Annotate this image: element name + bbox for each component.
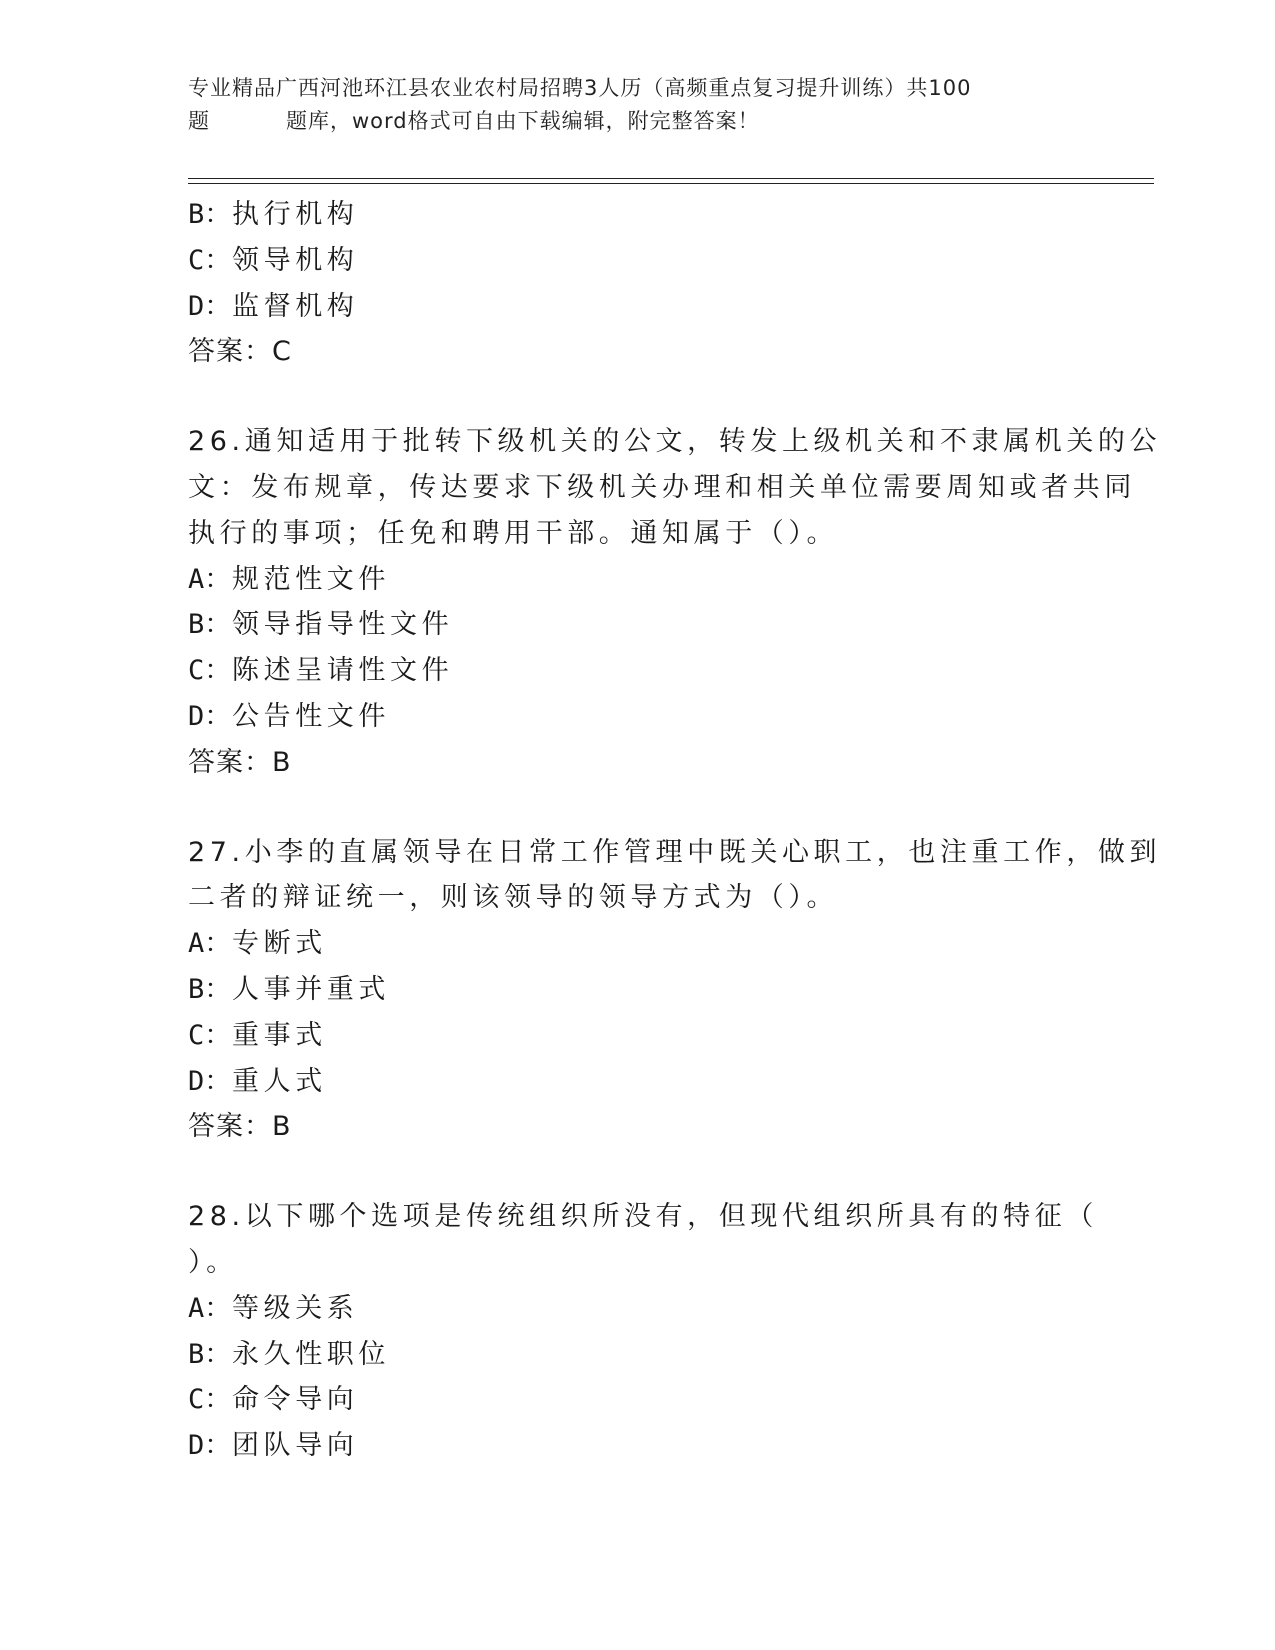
option-text: 专断式 xyxy=(232,928,327,960)
answer: 答案：C xyxy=(188,336,292,368)
option-b xyxy=(188,967,1088,1013)
header-line-1: 专业精品广西河池环江县农业农村局招聘3人历（高频重点复习提升训练）共100 xyxy=(188,76,972,100)
question-26 xyxy=(188,419,1162,785)
option-letter: D： xyxy=(188,700,232,732)
option-d xyxy=(188,1423,1088,1469)
option-text: 等级关系 xyxy=(232,1292,359,1324)
option-letter: A： xyxy=(188,563,232,595)
option-d xyxy=(188,284,1088,330)
option-c xyxy=(188,238,1088,284)
option-letter: C： xyxy=(188,1019,232,1051)
option-c xyxy=(188,648,1088,694)
question-stem-line: 27.小李的直属领导在日常工作管理中既关心职工，也注重工作，做到 xyxy=(188,836,1162,868)
option-a xyxy=(188,557,1088,603)
header-line-2-end: 题库，word格式可自由下载编辑，附完整答案！ xyxy=(286,109,760,133)
option-text: 规范性文件 xyxy=(232,563,390,595)
option-c xyxy=(188,1377,1088,1423)
header-line-2-start: 题 xyxy=(188,109,210,133)
option-letter: A： xyxy=(188,928,232,960)
option-text: 监督机构 xyxy=(232,290,359,322)
option-c xyxy=(188,1013,1088,1059)
question-stem-line: 执行的事项；任免和聘用干部。通知属于（）。 xyxy=(188,517,839,549)
option-letter: D： xyxy=(188,290,232,322)
option-text: 重人式 xyxy=(232,1065,327,1097)
option-text: 领导指导性文件 xyxy=(232,609,454,641)
question-stem-line: 26.通知适用于批转下级机关的公文，转发上级机关和不隶属机关的公 xyxy=(188,426,1162,458)
option-letter: C： xyxy=(188,244,232,276)
option-d xyxy=(188,694,1088,740)
option-d xyxy=(188,1059,1088,1105)
option-text: 重事式 xyxy=(232,1019,327,1051)
option-letter: B： xyxy=(188,973,232,1005)
header-rule-bottom xyxy=(188,183,1154,184)
question-28 xyxy=(188,1194,1098,1469)
question-27 xyxy=(188,830,1162,1151)
option-text: 陈述呈请性文件 xyxy=(232,655,454,687)
option-a xyxy=(188,1286,1088,1332)
option-b xyxy=(188,1332,1088,1378)
header-rule-top xyxy=(188,178,1154,179)
question-stem-line: 二者的辩证统一，则该领导的领导方式为（）。 xyxy=(188,882,839,914)
option-letter: C： xyxy=(188,655,232,687)
question-content xyxy=(188,192,1162,1469)
option-letter: D： xyxy=(188,1430,232,1462)
option-text: 人事并重式 xyxy=(232,973,390,1005)
option-letter: C： xyxy=(188,1384,232,1416)
option-b xyxy=(188,192,1088,238)
option-letter: D： xyxy=(188,1065,232,1097)
page-header xyxy=(188,72,1088,138)
question-stem-line: 28.以下哪个选项是传统组织所没有，但现代组织所具有的特征（ xyxy=(188,1201,1098,1233)
option-text: 公告性文件 xyxy=(232,700,390,732)
option-a xyxy=(188,921,1088,967)
answer: 答案：B xyxy=(188,1111,292,1143)
option-letter: B： xyxy=(188,609,232,641)
question-stem-line: ）。 xyxy=(188,1246,238,1278)
question-stem-line: 文：发布规章，传达要求下级机关办理和相关单位需要周知或者共同 xyxy=(188,471,1136,503)
option-text: 执行机构 xyxy=(232,199,359,230)
option-text: 命令导向 xyxy=(232,1384,359,1416)
option-b xyxy=(188,602,1088,648)
header-line-2 xyxy=(188,105,1088,138)
option-text: 团队导向 xyxy=(232,1430,359,1462)
option-letter: B： xyxy=(188,199,232,230)
option-letter: B： xyxy=(188,1338,232,1370)
option-text: 永久性职位 xyxy=(232,1338,390,1370)
option-text: 领导机构 xyxy=(232,244,359,276)
answer: 答案：B xyxy=(188,746,292,778)
question-25 xyxy=(188,192,1088,375)
option-letter: A： xyxy=(188,1292,232,1324)
